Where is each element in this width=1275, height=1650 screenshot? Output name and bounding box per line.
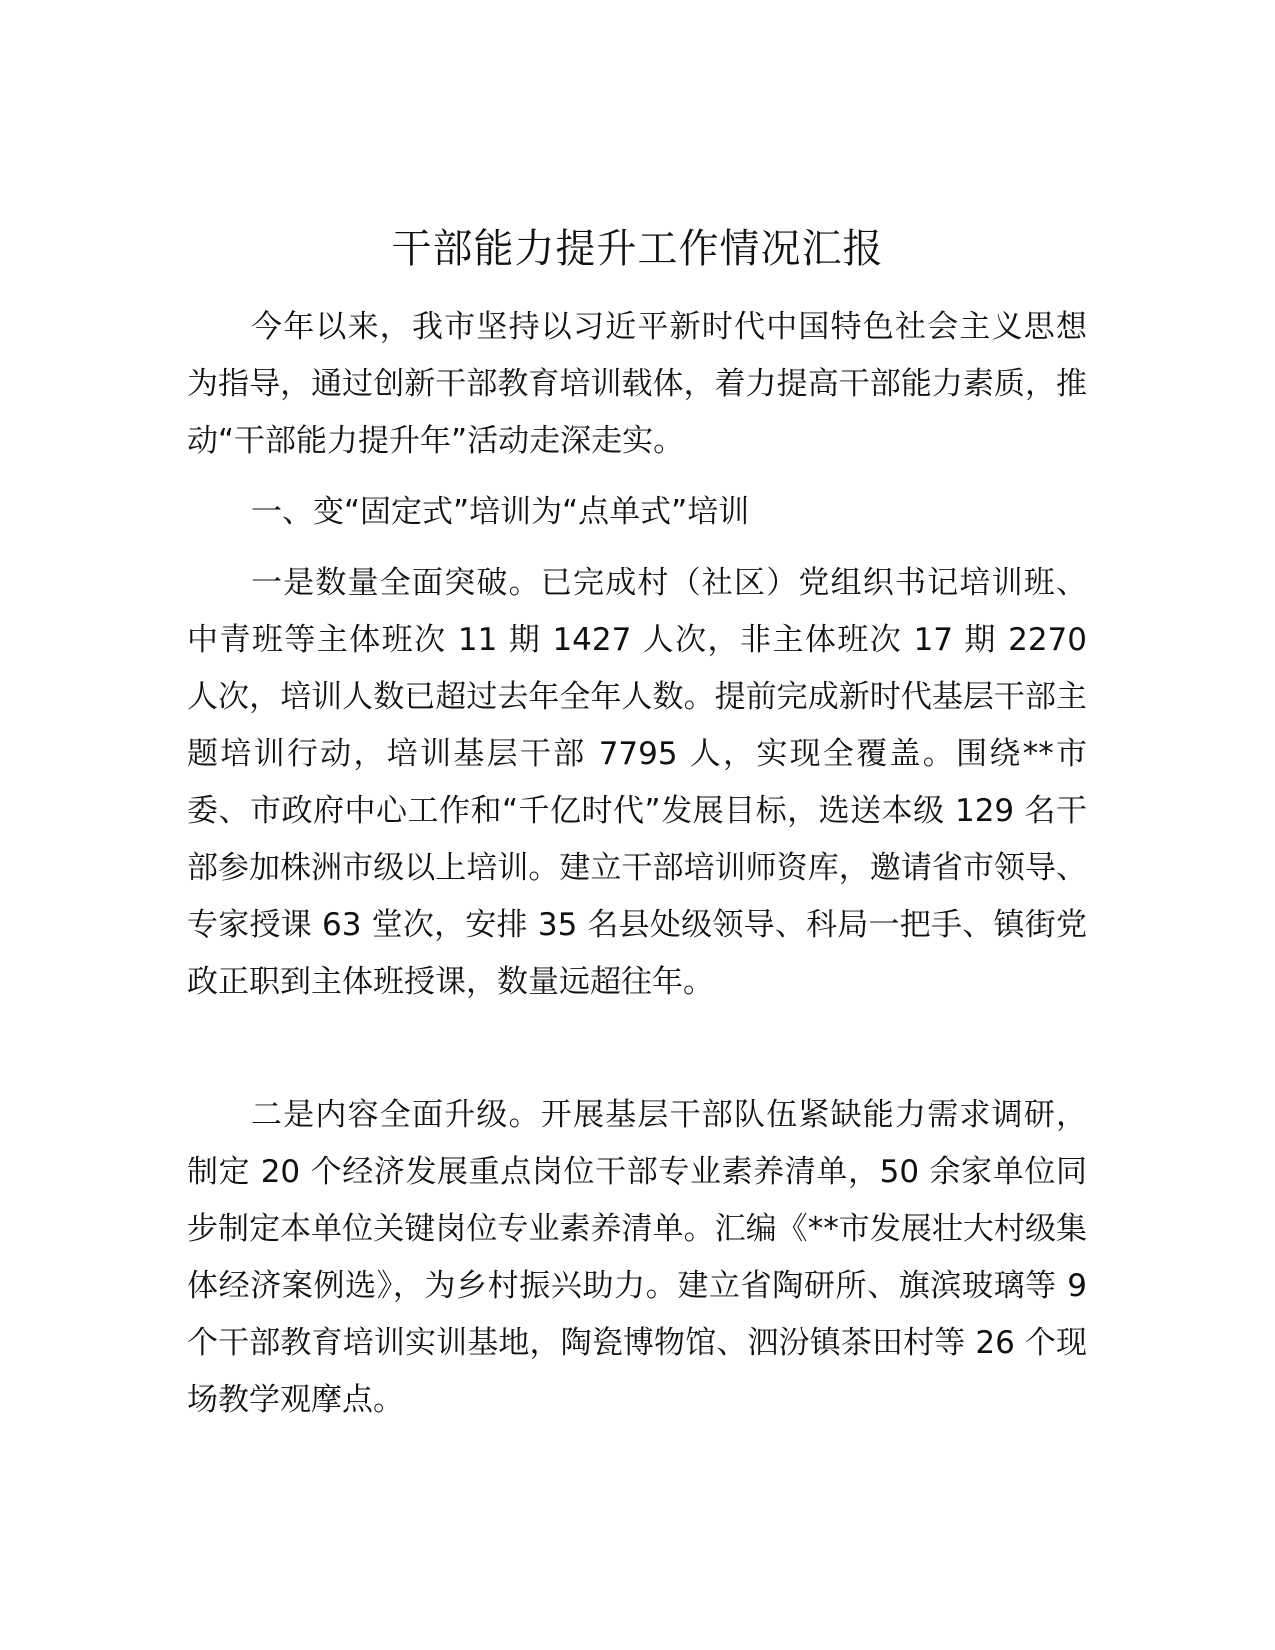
paragraph-item-1: 一是数量全面突破。已完成村（社区）党组织书记培训班、中青班等主体班次 11 期 1427 人次，非主体班次 17 期 2270 人次，培训人数已超过去年全年人数。提前完成新时代基层干部主题培训行动，培训基层干部 7795 人，实现全覆盖。围绕**市委、市政府中心工作和“千亿时代”发展目标，选送本级 129 名干部参加株洲市级以上培训。建立干部培训师资库，邀请省市领导、专家授课 63 堂次，安排 35 名县处级领导、科局一把手、镇街党政正职到主体班授课，数量远超往年。: [187, 565, 1087, 1000]
document-title: 干部能力提升工作情况汇报: [391, 226, 884, 272]
section-heading: 一、变“固定式”培训为“点单式”培训: [251, 494, 750, 530]
intro-paragraph: 今年以来，我市坚持以习近平新时代中国特色社会主义思想为指导，通过创新干部教育培训载体，着力提高干部能力素质，推动“干部能力提升年”活动走深走实。: [187, 309, 1087, 459]
paragraph-item-2: 二是内容全面升级。开展基层干部队伍紧缺能力需求调研，制定 20 个经济发展重点岗位干部专业素养清单，50 余家单位同步制定本单位关键岗位专业素养清单。汇编《**市发展壮大村级集体经济案例选》，为乡村振兴助力。建立省陶研所、旗滨玻璃等 9 个干部教育培训实训基地，陶瓷博物馆、泗汾镇茶田村等 26 个现场教学观摩点。: [187, 1097, 1087, 1418]
